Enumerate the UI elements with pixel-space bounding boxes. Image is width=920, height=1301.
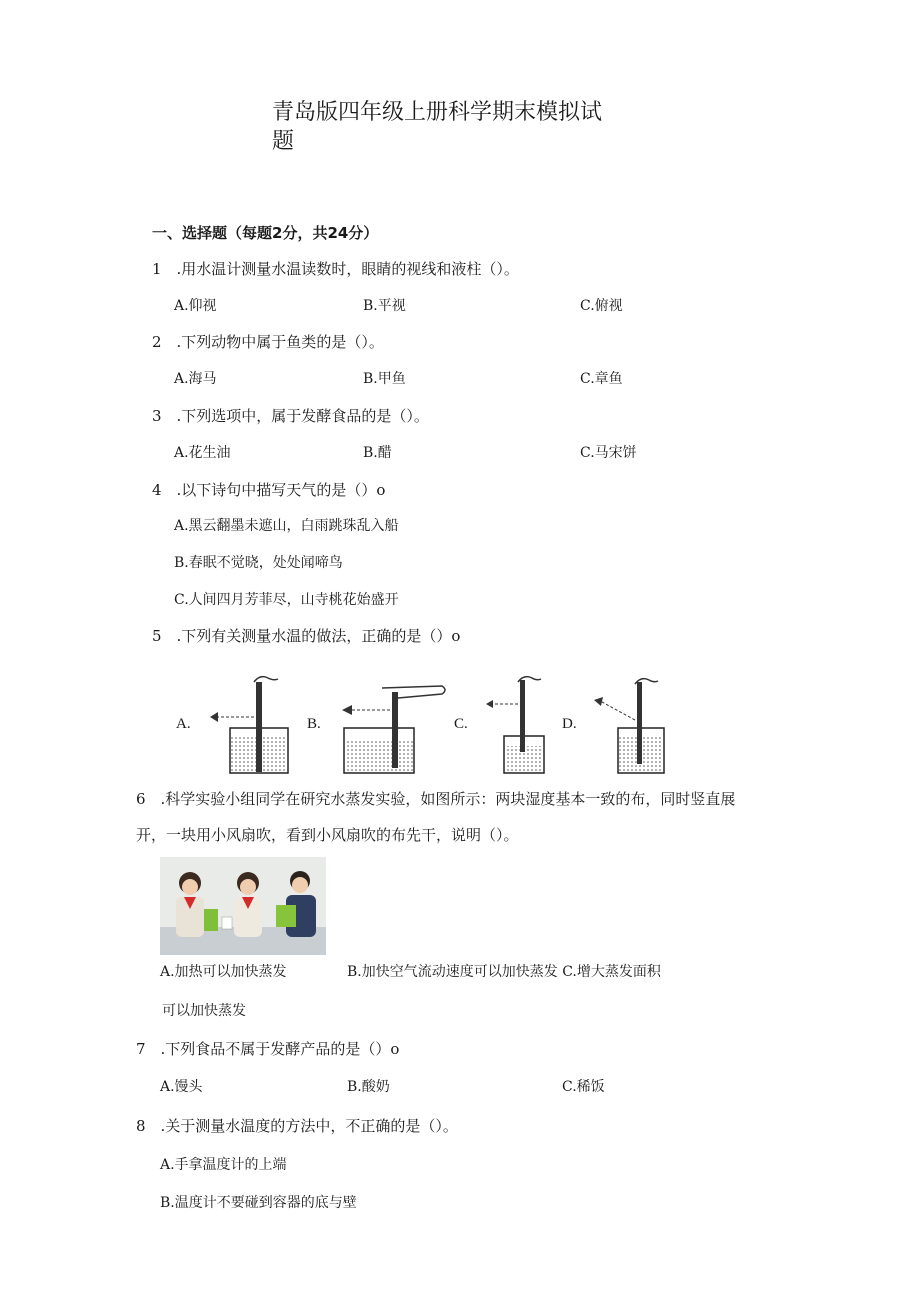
question-3-option-b: B.醋 — [363, 445, 392, 461]
question-6-option-c-cont: 可以加快蒸发 — [162, 1003, 246, 1019]
question-6-stem-line1: 6 .科学实验小组同学在研究水蒸发实验，如图所示：两块湿度基本一致的布，同时竖直展 — [136, 790, 736, 808]
beaker-b — [342, 686, 445, 773]
evaporation-photo-drawing — [160, 857, 326, 955]
beaker-a — [210, 677, 288, 773]
figure-label-a: A. — [176, 716, 191, 732]
question-2-option-b: B.甲鱼 — [363, 371, 406, 387]
question-8-option-b: B.温度计不要碰到容器的底与壁 — [160, 1195, 357, 1211]
question-1-option-c: C.俯视 — [580, 298, 623, 314]
question-2-option-a: A.海马 — [174, 371, 217, 387]
question-4-option-b: B.春眠不觉晓，处处闻啼鸟 — [174, 555, 343, 571]
question-7-option-b: B.酸奶 — [347, 1079, 390, 1095]
beaker-c — [486, 677, 544, 773]
thermometer-figure — [170, 672, 690, 778]
question-1-stem: 1 .用水温计测量水温读数时，眼睛的视线和液柱（）。 — [152, 260, 519, 278]
question-2-option-c: C.章鱼 — [580, 371, 623, 387]
question-7-option-a: A.馒头 — [160, 1079, 203, 1095]
question-8-option-a: A.手拿温度计的上端 — [160, 1157, 287, 1173]
question-4-option-a: A.黑云翻墨未遮山，白雨跳珠乱入船 — [174, 518, 399, 534]
question-4-stem: 4 .以下诗句中描写天气的是（）o — [152, 481, 386, 499]
question-6-stem-line2: 开，一块用小风扇吹，看到小风扇吹的布先干，说明（）。 — [136, 826, 519, 844]
question-3-option-c: C.马宋饼 — [580, 445, 637, 461]
question-4-option-c: C.人间四月芳菲尽，山寺桃花始盛开 — [174, 592, 399, 608]
question-1-option-b: B.平视 — [363, 298, 406, 314]
evaporation-photo — [160, 857, 326, 955]
question-3-option-a: A.花生油 — [174, 445, 231, 461]
question-6-option-bc: B.加快空气流动速度可以加快蒸发 C.增大蒸发面积 — [347, 964, 661, 980]
question-7-stem: 7 .下列食品不属于发酵产品的是（）o — [136, 1040, 400, 1058]
question-8-stem: 8 .关于测量水温度的方法中，不正确的是（）。 — [136, 1117, 458, 1135]
question-2-stem: 2 .下列动物中属于鱼类的是（）。 — [152, 333, 384, 351]
question-1-option-a: A.仰视 — [174, 298, 217, 314]
question-7-option-c: C.稀饭 — [562, 1079, 605, 1095]
figure-label-d: D. — [562, 716, 577, 732]
question-6-option-a: A.加热可以加快蒸发 — [160, 964, 287, 980]
question-3-stem: 3 .下列选项中，属于发酵食品的是（）。 — [152, 407, 429, 425]
thermometer-drawings — [170, 672, 690, 778]
section-heading: 一、选择题（每题2分，共24分） — [152, 224, 379, 242]
beaker-d — [594, 679, 664, 773]
page-title: 青岛版四年级上册科学期末模拟试题 — [272, 100, 603, 154]
figure-label-b: B. — [307, 716, 321, 732]
question-5-stem: 5 .下列有关测量水温的做法，正确的是（）o — [152, 627, 461, 645]
figure-label-c: C. — [454, 716, 468, 732]
